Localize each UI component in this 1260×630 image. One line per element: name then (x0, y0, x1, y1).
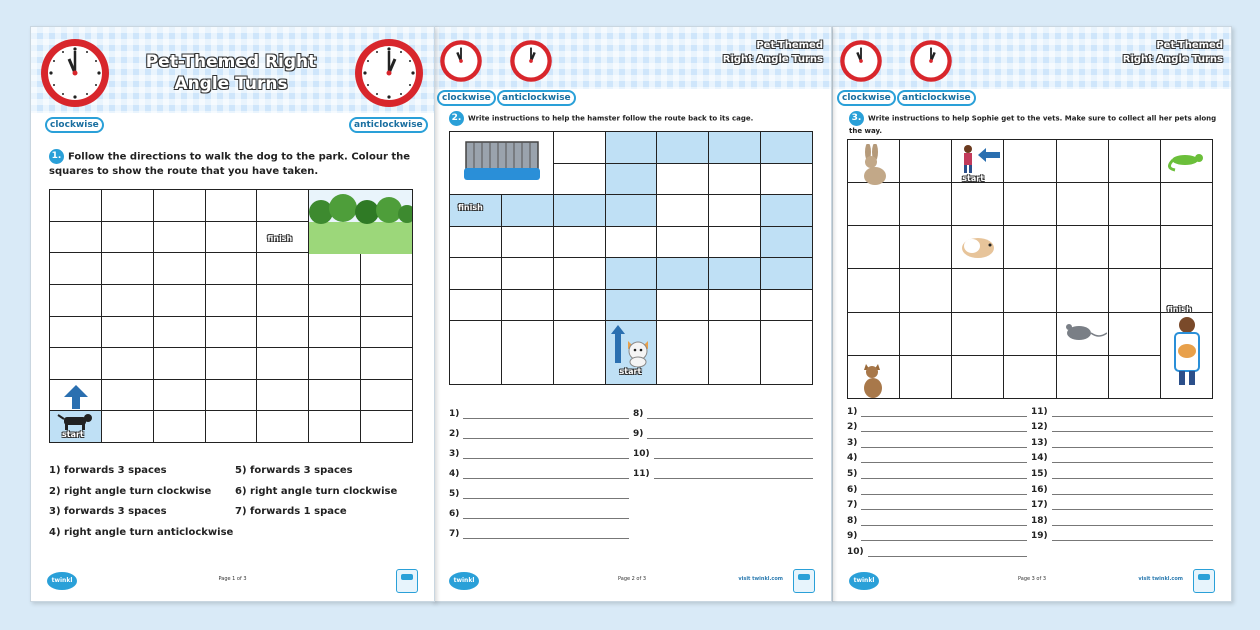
question-number: 2. (449, 111, 464, 126)
mouse-cell (1056, 312, 1108, 355)
direction-step: 7) forwards 1 space (235, 506, 347, 517)
clock-icon (439, 39, 483, 83)
twinkl-logo: twinkl (47, 572, 77, 590)
answer-line: 8) (847, 510, 1027, 526)
direction-step: 3) forwards 3 spaces (49, 506, 167, 517)
start-cell (50, 411, 102, 443)
mouse-icon (1061, 321, 1107, 343)
vet-icon (1169, 315, 1205, 387)
lizard-icon (1165, 150, 1207, 174)
girl-icon (958, 144, 978, 174)
directions-list-right (235, 465, 397, 527)
answer-line: 2) (449, 419, 629, 439)
question-3-instruction: 3. Write instructions to help Sophie get to the vets. Make sure to collect all her pets along the way. (849, 113, 1217, 135)
route-grid (847, 139, 1213, 399)
answer-field[interactable] (861, 532, 1027, 541)
cat-icon (860, 362, 886, 398)
clock-icon (39, 37, 111, 109)
page-title: Pet-Themed Right Angle Turns (145, 52, 317, 94)
anticlockwise-label: anticlockwise (349, 117, 428, 133)
answer-line: 10) (847, 541, 1027, 557)
finish-label: finish (267, 233, 293, 243)
answer-line: 3) (847, 432, 1027, 448)
answer-lines-left (847, 401, 1027, 557)
answer-field[interactable] (861, 517, 1027, 526)
park-icon (309, 190, 412, 254)
answer-field[interactable] (463, 410, 629, 419)
answer-field[interactable] (861, 486, 1027, 495)
clock-icon (353, 37, 425, 109)
answer-field[interactable] (463, 530, 629, 539)
answer-field[interactable] (861, 501, 1027, 510)
direction-step: 2) right angle turn clockwise (49, 485, 212, 497)
park-cell (309, 190, 413, 253)
hamster-cage-icon (462, 138, 542, 186)
arrow-left-icon (978, 148, 1000, 162)
start-label: start (619, 367, 642, 376)
question-number: 3. (849, 111, 864, 126)
answer-line: 19) (1031, 526, 1213, 542)
answer-field[interactable] (1052, 486, 1213, 495)
question-number: 1. (49, 149, 64, 164)
badge-icon (396, 569, 418, 593)
answer-lines-left (449, 399, 629, 539)
lizard-cell (1160, 140, 1212, 183)
page-number: Page 2 of 3 (617, 576, 647, 582)
badge-icon (1193, 569, 1215, 593)
answer-line: 8) (633, 399, 813, 419)
clock-icon (509, 39, 553, 83)
answer-line: 14) (1031, 448, 1213, 464)
question-1-instruction: 1. Follow the directions to walk the dog to the park. Colour the squares to show the route that you have taken. (49, 151, 411, 177)
answer-field[interactable] (861, 408, 1027, 417)
finish-cell (450, 195, 502, 227)
rabbit-cell (848, 140, 900, 183)
answer-lines-right (633, 399, 813, 479)
answer-field[interactable] (861, 454, 1027, 463)
answer-line: 10) (633, 439, 813, 459)
vet-cell (1160, 312, 1212, 398)
cage-cell (450, 132, 554, 195)
answer-field[interactable] (463, 470, 629, 479)
page-footer (833, 563, 1231, 601)
answer-field[interactable] (1052, 439, 1213, 448)
answer-field[interactable] (647, 430, 813, 439)
worksheet-page-2 (432, 26, 832, 602)
answer-line: 9) (633, 419, 813, 439)
answer-field[interactable] (1052, 454, 1213, 463)
page-header-title: Pet-Themed Right Angle Turns (1122, 40, 1223, 65)
answer-field[interactable] (463, 490, 629, 499)
worksheet-page-1 (30, 26, 435, 602)
answer-line: 4) (449, 459, 629, 479)
direction-step: 6) right angle turn clockwise (235, 485, 398, 497)
answer-line: 3) (449, 439, 629, 459)
worksheet-page-3 (832, 26, 1232, 602)
answer-field[interactable] (868, 548, 1027, 557)
answer-line: 9) (847, 526, 1027, 542)
answer-field[interactable] (463, 510, 629, 519)
route-grid (49, 189, 413, 443)
twinkl-logo: twinkl (449, 572, 479, 590)
clock-icon (839, 39, 883, 83)
answer-field[interactable] (1052, 408, 1213, 417)
answer-line: 6) (449, 499, 629, 519)
finish-label: finish (1166, 305, 1192, 315)
answer-line: 4) (847, 448, 1027, 464)
answer-line: 6) (847, 479, 1027, 495)
anticlockwise-label: anticlockwise (897, 90, 976, 106)
guinea-pig-cell (952, 226, 1004, 269)
question-2-instruction: 2. Write instructions to help the hamster follow the route back to its cage. (449, 111, 819, 126)
answer-line: 11) (633, 459, 813, 479)
answer-field[interactable] (654, 470, 813, 479)
clockwise-label: clockwise (45, 117, 104, 133)
clock-icon (909, 39, 953, 83)
answer-field[interactable] (861, 470, 1027, 479)
start-cell (605, 321, 657, 385)
dog-icon (56, 413, 96, 431)
answer-field[interactable] (1052, 532, 1213, 541)
answer-line: 1) (847, 401, 1027, 417)
start-label: start (62, 430, 84, 440)
cat-cell (848, 355, 900, 398)
anticlockwise-label: anticlockwise (497, 90, 576, 106)
answer-line: 15) (1031, 463, 1213, 479)
website-link[interactable]: visit twinkl.com (738, 576, 783, 582)
answer-field[interactable] (861, 423, 1027, 432)
page-footer (433, 563, 831, 601)
answer-field[interactable] (463, 430, 629, 439)
answer-line: 11) (1031, 401, 1213, 417)
badge-icon (793, 569, 815, 593)
page-footer (31, 563, 434, 601)
answer-line: 2) (847, 417, 1027, 433)
clockwise-label: clockwise (437, 90, 496, 106)
clockwise-label: clockwise (837, 90, 896, 106)
answer-field[interactable] (1052, 517, 1213, 526)
answer-line: 5) (847, 463, 1027, 479)
guinea-pig-icon (958, 234, 998, 260)
answer-line: 12) (1031, 417, 1213, 433)
website-link[interactable]: visit twinkl.com (1138, 576, 1183, 582)
answer-field[interactable] (1052, 501, 1213, 510)
answer-line: 1) (449, 399, 629, 419)
answer-line: 13) (1031, 432, 1213, 448)
start-label: start (962, 174, 985, 183)
girl-cell (952, 140, 1004, 183)
answer-field[interactable] (861, 439, 1027, 448)
direction-step: 4) right angle turn anticlockwise (49, 526, 234, 538)
answer-line: 7) (847, 495, 1027, 511)
answer-field[interactable] (1052, 423, 1213, 432)
page-number: Page 3 of 3 (1017, 576, 1047, 582)
cat-icon (624, 337, 652, 367)
answer-line: 7) (449, 519, 629, 539)
direction-step: 1) forwards 3 spaces (49, 465, 167, 476)
answer-line: 5) (449, 479, 629, 499)
direction-step: 5) forwards 3 spaces (235, 465, 353, 476)
route-grid (449, 131, 813, 385)
twinkl-logo: twinkl (849, 572, 879, 590)
answer-field[interactable] (1052, 470, 1213, 479)
rabbit-icon (856, 144, 890, 186)
finish-label: finish (458, 203, 483, 212)
answer-line: 18) (1031, 510, 1213, 526)
answer-field[interactable] (463, 450, 629, 459)
answer-line: 17) (1031, 495, 1213, 511)
answer-field[interactable] (647, 410, 813, 419)
answer-line: 16) (1031, 479, 1213, 495)
answer-lines-right (1031, 401, 1213, 541)
answer-field[interactable] (654, 450, 813, 459)
directions-list-left (49, 465, 233, 547)
page-header-title: Pet-Themed Right Angle Turns (722, 40, 823, 65)
page-number: Page 1 of 3 (218, 576, 247, 582)
